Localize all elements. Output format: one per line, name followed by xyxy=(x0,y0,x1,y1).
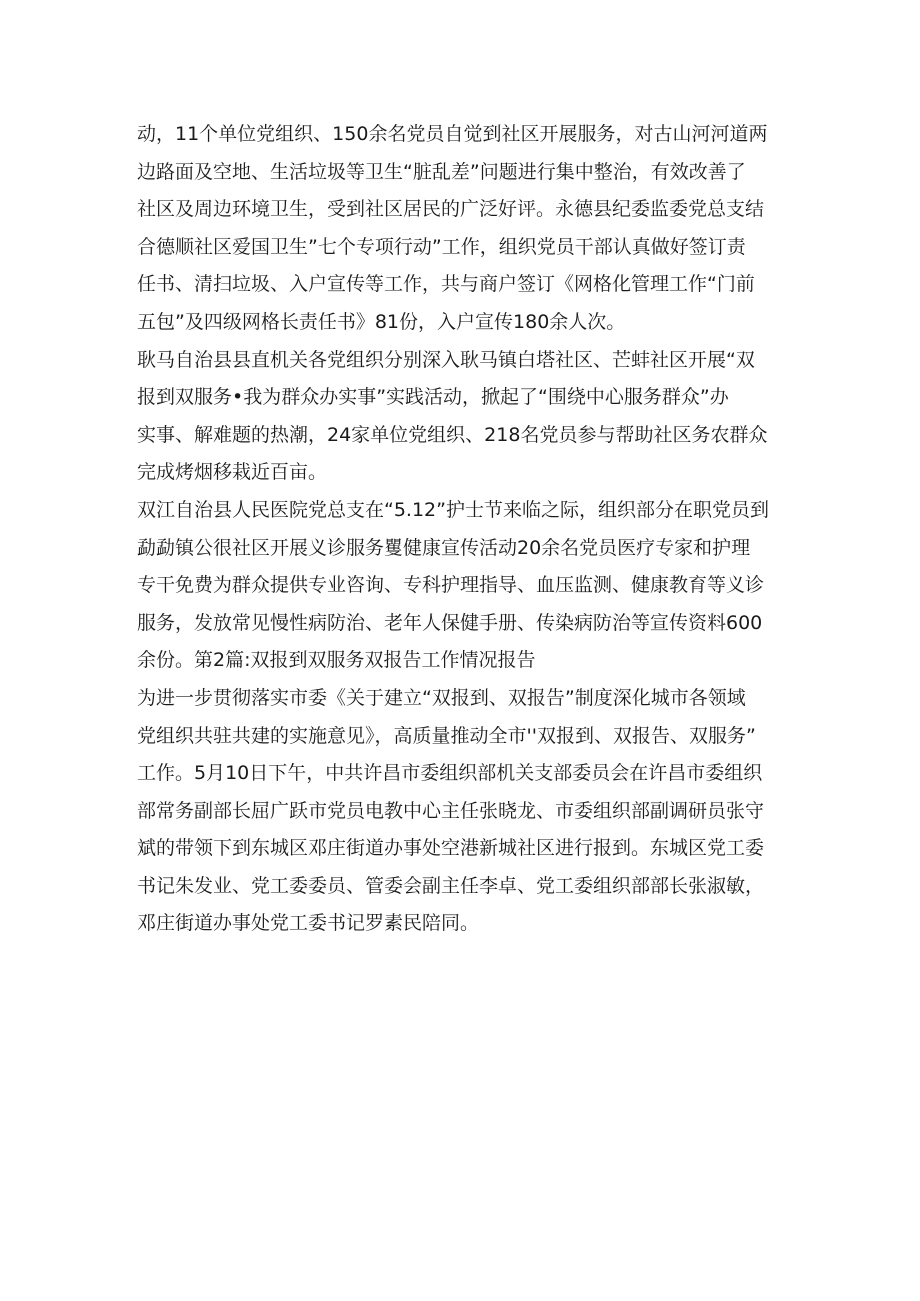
paragraph-4 xyxy=(137,680,797,943)
text-line: 勐勐镇公很社区开展义诊服务矍健康宣传活动20余名党员医疗专家和护理 xyxy=(137,536,751,559)
text-line: 部常务副部长屈广跃市党员电教中心主任张晓龙、市委组织部副调研员张守 xyxy=(137,799,765,822)
text-line: 边路面及空地、生活垃圾等卫生“脏乱差”问题进行集中整治，有效改善了 xyxy=(137,160,746,183)
text-line: 合德顺社区爱国卫生”七个专项行动”工作，组织党员干部认真做好签订责 xyxy=(137,235,746,258)
text-line: 专干免费为群众提供专业咨询、专科护理指导、血压监测、健康教育等义诊 xyxy=(137,574,765,597)
text-line: 报到双服务•我为群众办实事”实践活动，掀起了“围绕中心服务群众”办 xyxy=(137,386,729,409)
text-line: 为进一步贯彻落实市委《关于建立“双报到、双报告”制度深化城市各领域 xyxy=(137,686,746,709)
text-line: 任书、清扫垃圾、入户宣传等工作，共与商户签订《网格化管理工作“门前 xyxy=(137,273,755,296)
paragraph-2 xyxy=(137,342,797,492)
text-line: 邓庄街道办事处党工委书记罗素民陪同。 xyxy=(137,912,480,935)
text-line: 工作。5月10日下午，中共许昌市委组织部机关支部委员会在许昌市委组织 xyxy=(137,762,763,785)
text-line: 完成烤烟移栽近百亩。 xyxy=(137,461,328,484)
paragraph-3 xyxy=(137,492,797,680)
text-line: 实事、解难题的热潮，24家单位党组织、218名党员参与帮助社区务农群众 xyxy=(137,423,768,446)
text-line: 斌的带领下到东城区邓庄街道办事处空港新城社区进行报到。东城区党工委 xyxy=(137,837,765,860)
text-line: 动，11个单位党组织、150余名党员自觉到社区开展服务，对古山河河道两 xyxy=(137,123,768,145)
text-line: 五包”及四级网格长责任书》81份，入户宣传180余人次。 xyxy=(137,310,626,333)
text-line: 社区及周边环境卫生，受到社区居民的广泛好评。永德县纪委监委党总支结 xyxy=(137,198,765,221)
text-line: 书记朱发业、党工委委员、管委会副主任李卓、党工委组织部部长张淑敏， xyxy=(137,874,765,897)
paragraph-1 xyxy=(137,116,797,342)
text-line: 耿马自治县县直机关各党组织分别深入耿马镇白塔社区、芒蚌社区开展“双 xyxy=(137,348,755,371)
text-line: 服务，发放常见慢性病防治、老年人保健手册、传染病防治等宣传资料600 xyxy=(137,611,763,634)
text-line: 余份。第2篇:双报到双服务双报告工作情况报告 xyxy=(137,649,536,672)
text-line: 双江自治县人民医院党总支在“5.12”护士节来临之际，组织部分在职党员到 xyxy=(137,498,769,521)
text-line: 党组织共驻共建的实施意见》，高质量推动全市''双报到、双报告、双服务” xyxy=(137,724,756,747)
document-body xyxy=(137,116,797,943)
